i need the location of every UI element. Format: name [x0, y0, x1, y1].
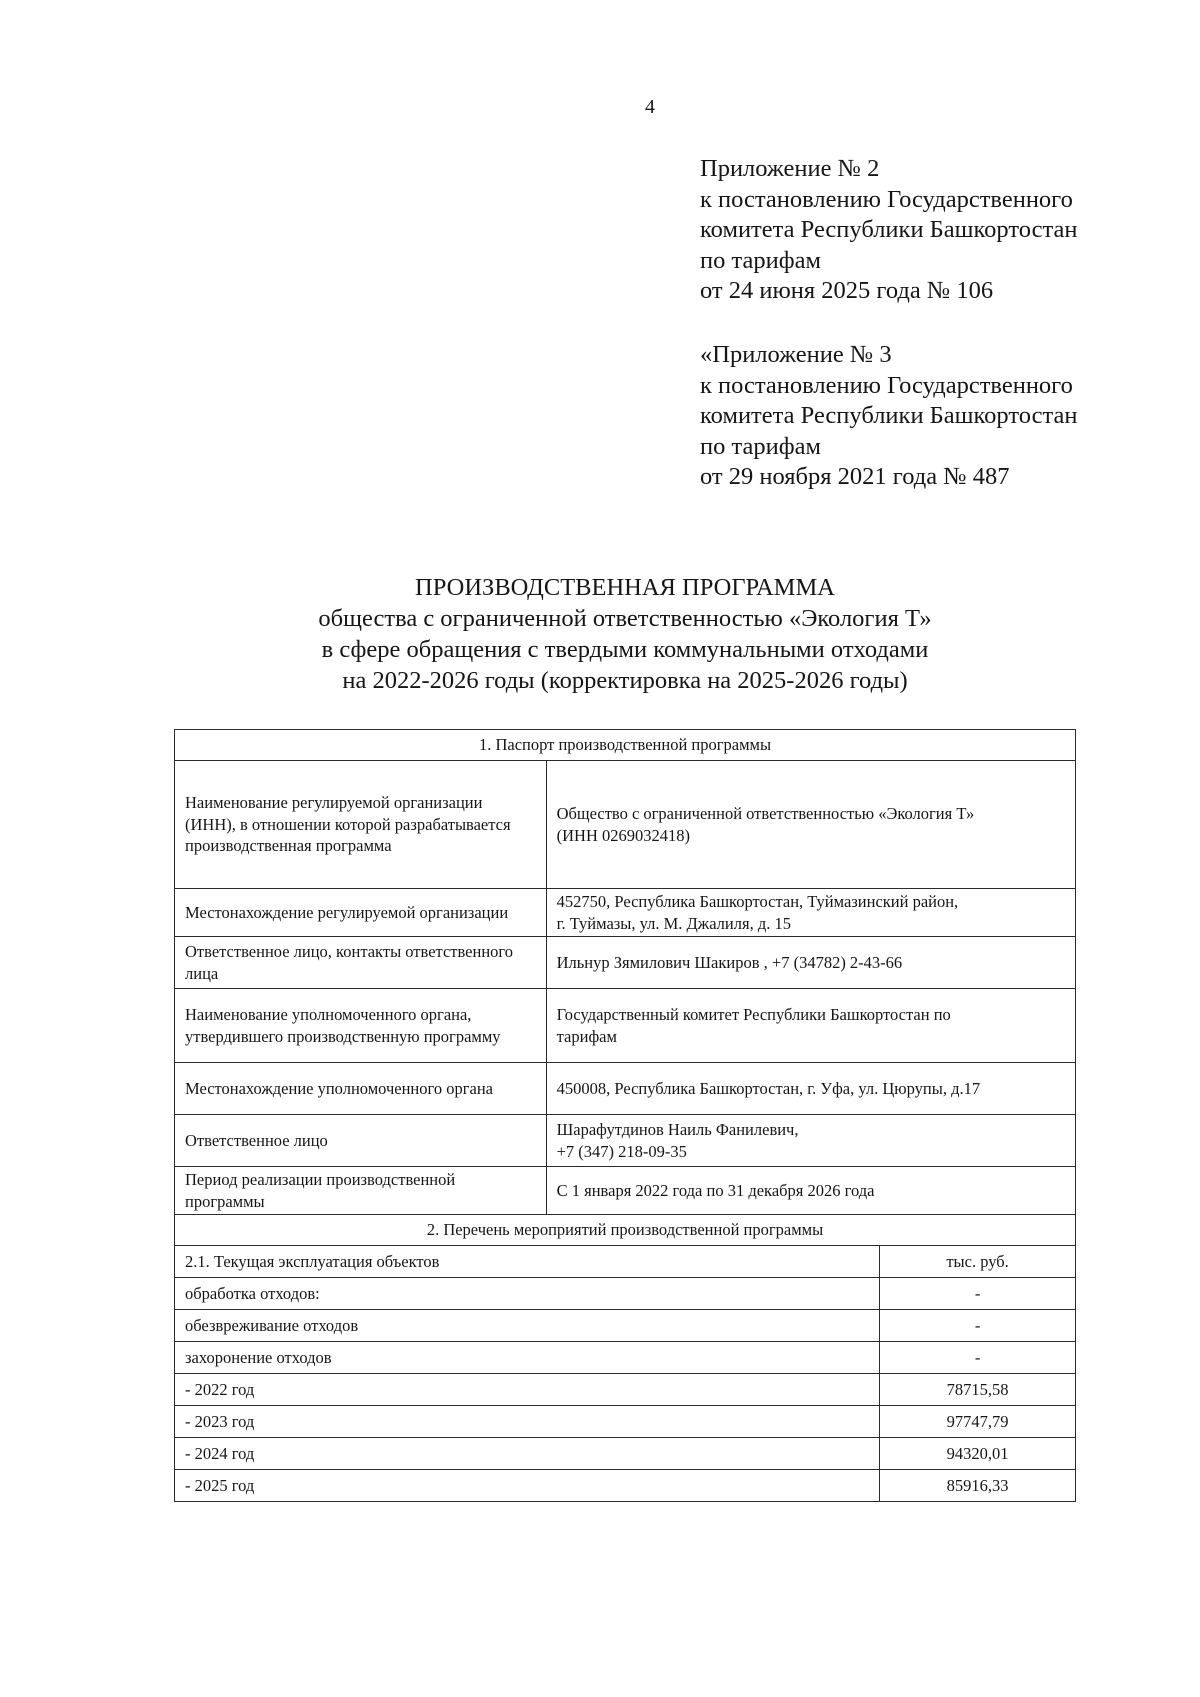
row-label: обезвреживание отходов — [175, 1310, 880, 1342]
row-label: 2.1. Текущая эксплуатация объектов — [175, 1246, 880, 1278]
value-line: г. Туймазы, ул. М. Джалиля, д. 15 — [556, 913, 791, 933]
section-header-row — [175, 1215, 1076, 1246]
measures-header-row — [175, 1246, 1076, 1278]
annex-current-header — [700, 154, 1077, 307]
table-row — [175, 937, 1076, 989]
table-row — [175, 1438, 1076, 1470]
value-line: Шарафутдинов Наиль Фанилевич, — [556, 1120, 799, 1139]
row-value: - — [880, 1278, 1076, 1310]
row-label: Период реализации производственной программы — [175, 1167, 547, 1215]
section-header-row — [175, 730, 1076, 761]
row-value — [546, 937, 1075, 989]
annex-line: по тарифам — [700, 432, 821, 460]
title-line: на 2022-2026 годы (корректировка на 2025-2026 годы) — [342, 667, 908, 694]
value-line: 452750, Республика Башкортостан, Туймазинский район, — [556, 892, 959, 911]
row-value — [546, 1063, 1075, 1115]
table-row — [175, 1278, 1076, 1310]
page-number: 4 — [645, 96, 655, 118]
row-value — [546, 989, 1075, 1063]
row-label: Ответственное лицо — [175, 1115, 547, 1167]
row-value — [546, 1115, 1075, 1167]
row-value: 97747,79 — [880, 1406, 1076, 1438]
value-line: (ИНН 0269032418) — [556, 825, 690, 845]
row-label: обработка отходов: — [175, 1278, 880, 1310]
annex-line: комитета Республики Башкортостан — [700, 402, 1078, 429]
annex-line: к постановлению Государственного — [700, 371, 1073, 399]
value-line: Общество с ограниченной ответственностью «Экология Т» — [556, 804, 975, 823]
row-value — [546, 889, 1075, 937]
value-line: +7 (347) 218-09-35 — [556, 1141, 687, 1161]
table-row — [175, 1374, 1076, 1406]
annex-line: от 24 июня 2025 года № 106 — [700, 277, 994, 304]
program-table — [174, 729, 1076, 1502]
row-label: - 2025 год — [175, 1470, 880, 1502]
table-row — [175, 1406, 1076, 1438]
row-label: - 2022 год — [175, 1374, 880, 1406]
value-line: С 1 января 2022 года по 31 декабря 2026 года — [556, 1180, 875, 1200]
table-row — [175, 1470, 1076, 1502]
row-value: 78715,58 — [880, 1374, 1076, 1406]
table-row — [175, 1063, 1076, 1115]
table-row — [175, 889, 1076, 937]
row-label: Местонахождение уполномоченного органа — [175, 1063, 547, 1115]
row-value — [546, 761, 1075, 889]
table-row — [175, 989, 1076, 1063]
table-row — [175, 1310, 1076, 1342]
annex-line: от 29 ноября 2021 года № 487 — [700, 463, 1010, 490]
section-title: 2. Перечень мероприятий производственной программы — [175, 1215, 1076, 1246]
row-value: 94320,01 — [880, 1438, 1076, 1470]
title-heading: ПРОИЗВОДСТВЕННАЯ ПРОГРАММА — [415, 574, 835, 601]
row-label: - 2024 год — [175, 1438, 880, 1470]
row-value: - — [880, 1310, 1076, 1342]
value-line: Ильнур Зямилович Шакиров , +7 (34782) 2-43-66 — [556, 952, 903, 972]
value-line: тарифам — [556, 1026, 617, 1046]
row-label: Ответственное лицо, контакты ответственного лица — [175, 937, 547, 989]
row-label: Наименование регулируемой организации (ИНН), в отношении которой разрабатывается производственная программа — [175, 761, 547, 889]
document-title — [175, 572, 1075, 696]
table-row — [175, 1115, 1076, 1167]
row-value: - — [880, 1342, 1076, 1374]
annex-original-header — [700, 340, 1077, 493]
value-line: 450008, Республика Башкортостан, г. Уфа, ул. Цюрупы, д.17 — [556, 1078, 981, 1098]
annex-line: Приложение № 2 — [700, 155, 880, 182]
row-label: Местонахождение регулируемой организации — [175, 889, 547, 937]
annex-line: к постановлению Государственного — [700, 185, 1073, 213]
table-row — [175, 761, 1076, 889]
table-row — [175, 1342, 1076, 1374]
row-label: Наименование уполномоченного органа, утвердившего производственную программу — [175, 989, 547, 1063]
annex-line: по тарифам — [700, 246, 821, 274]
unit-label: тыс. руб. — [880, 1246, 1076, 1278]
title-line: в сфере обращения с твердыми коммунальными отходами — [321, 636, 929, 663]
row-value: 85916,33 — [880, 1470, 1076, 1502]
annex-line: комитета Республики Башкортостан — [700, 216, 1078, 243]
annex-line: «Приложение № 3 — [700, 341, 892, 368]
row-label: захоронение отходов — [175, 1342, 880, 1374]
section-title: 1. Паспорт производственной программы — [175, 730, 1076, 761]
title-line: общества с ограниченной ответственностью «Экология Т» — [318, 605, 932, 632]
row-label: - 2023 год — [175, 1406, 880, 1438]
table-row — [175, 1167, 1076, 1215]
row-value — [546, 1167, 1075, 1215]
value-line: Государственный комитет Республики Башкортостан по — [556, 1005, 951, 1024]
